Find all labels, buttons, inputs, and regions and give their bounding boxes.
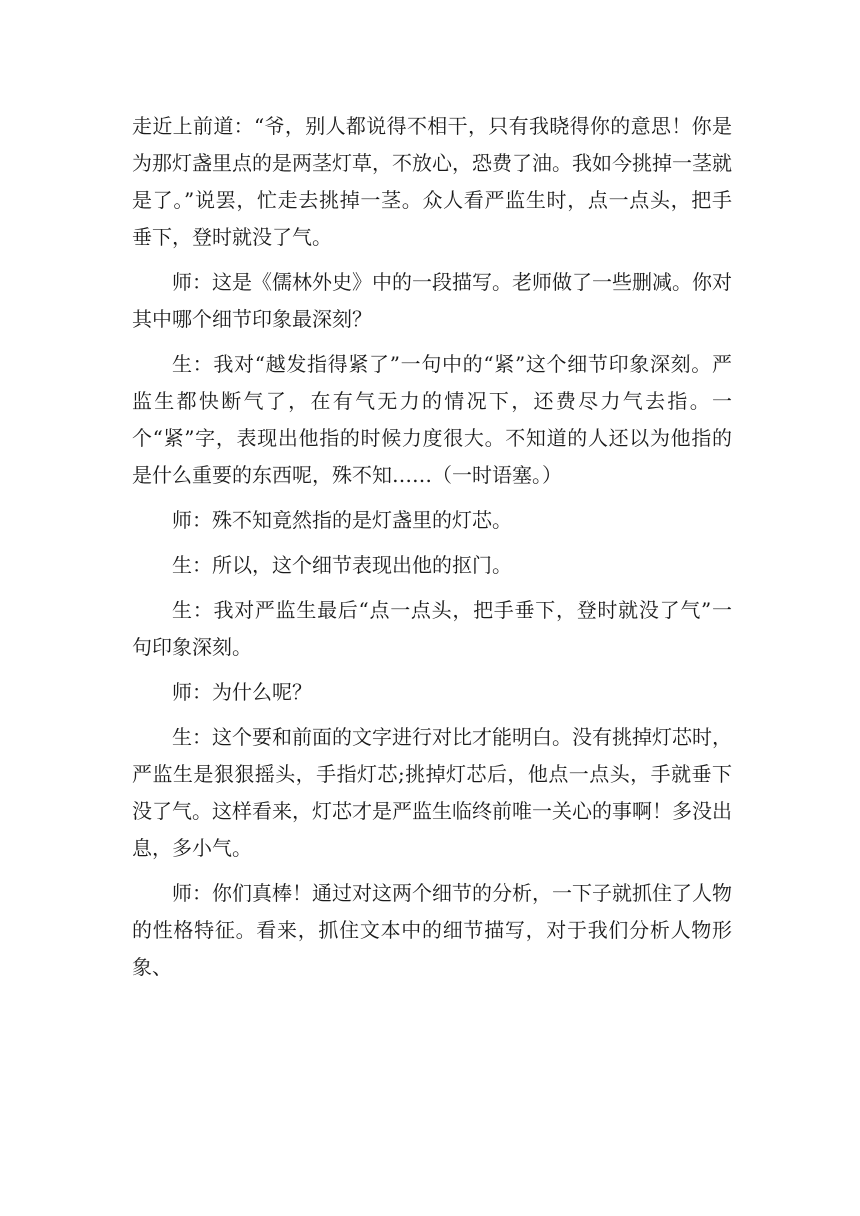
paragraph-teacher-summary: 师：你们真棒！通过对这两个细节的分析，一下子就抓住了人物的性格特征。看来，抓住文本中的细节描写，对于我们分析人物形象、 xyxy=(132,881,732,979)
document-body xyxy=(132,108,732,994)
paragraph-student-answer-2: 生：所以，这个细节表现出他的抠门。 xyxy=(172,553,512,577)
paragraph-quote-continuation: 走近上前道：“爷，别人都说得不相干，只有我晓得你的意思！你是为那灯盏里点的是两茎灯草，不放心，恐费了油。我如今挑掉一茎就是了。”说罢，忙走去挑掉一茎。众人看严监生时，点一点头，把手垂下，登时就没了气。 xyxy=(132,114,732,249)
paragraph-teacher-reply-1: 师：殊不知竟然指的是灯盏里的灯芯。 xyxy=(172,508,512,532)
paragraph-teacher-question: 师：这是《儒林外史》中的一段描写。老师做了一些删减。你对其中哪个细节印象最深刻？ xyxy=(132,270,732,331)
paragraph-student-answer-4: 生：这个要和前面的文字进行对比才能明白。没有挑掉灯芯时，严监生是狠狠摇头，手指灯芯;挑掉灯芯后，他点一点头，手就垂下没了气。这样看来，灯芯才是严监生临终前唯一关心的事啊！多没出息，多小气。 xyxy=(132,725,732,860)
paragraph-student-answer-1: 生：我对“越发指得紧了”一句中的“紧”这个细节印象深刻。严监生都快断气了，在有气无力的情况下，还费尽力气去指。一个“紧”字，表现出他指的时候力度很大。不知道的人还以为他指的是什么重要的东西呢，殊不知……（一时语塞。） xyxy=(132,352,732,487)
paragraph-student-answer-3: 生：我对严监生最后“点一点头，把手垂下，登时就没了气”一句印象深刻。 xyxy=(132,598,732,659)
paragraph-teacher-reply-2: 师：为什么呢？ xyxy=(172,680,312,704)
